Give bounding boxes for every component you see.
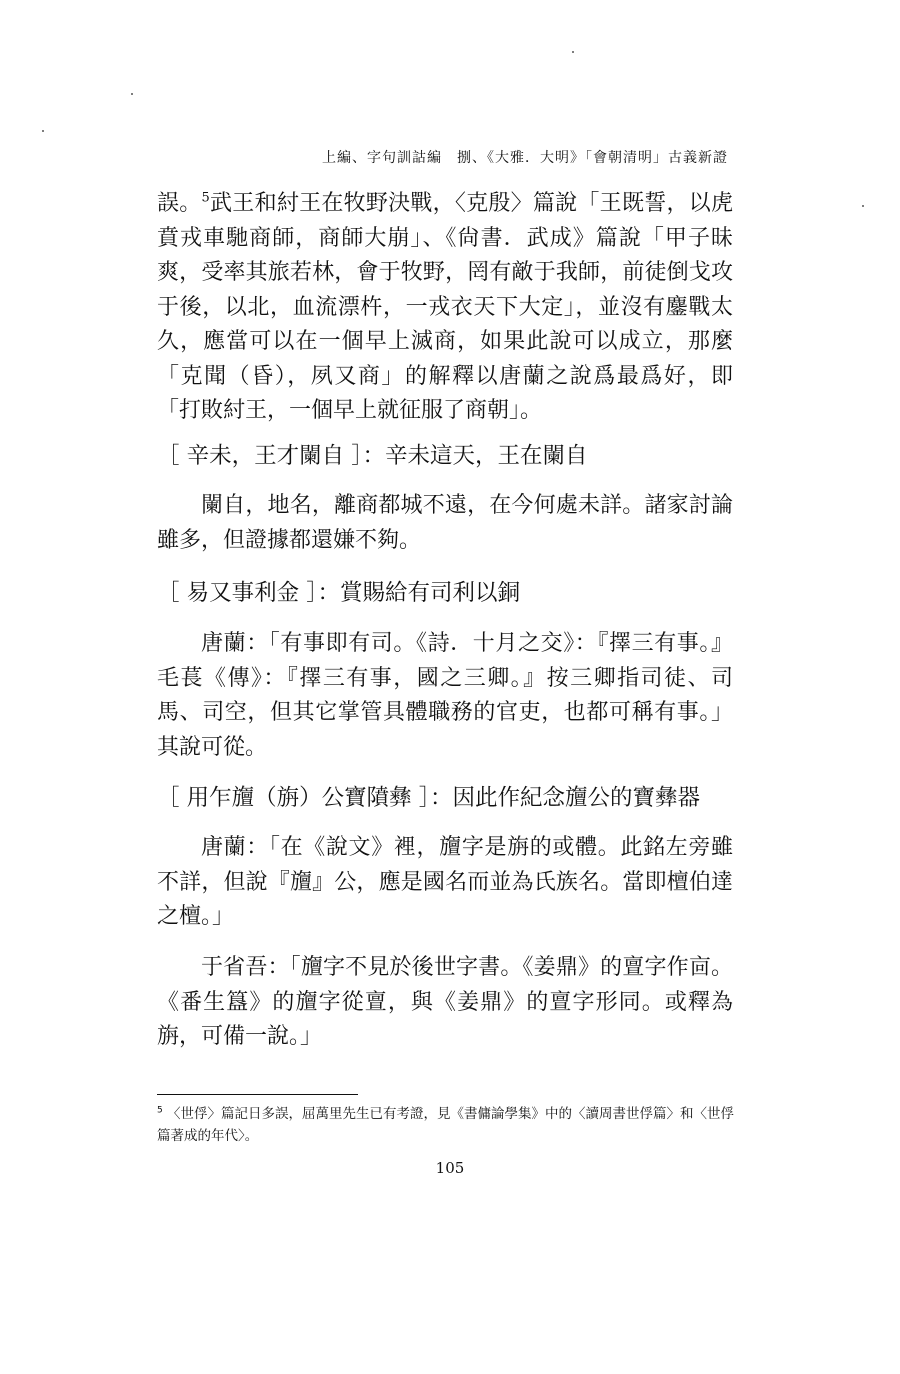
scan-speck bbox=[862, 205, 864, 207]
section-paragraph: 于省吾：「旜字不見於後世字書。《姜鼎》的亶字作㐭。《番生簋》的旜字從亶，與《姜鼎》的亶字形同。或釋為旃，可備一說。」 bbox=[157, 955, 733, 1049]
footnote-divider bbox=[157, 1094, 358, 1095]
footnote-reference[interactable]: 5 bbox=[201, 190, 210, 206]
page-number: 105 bbox=[435, 1159, 465, 1177]
section-heading-youshi: ［ 易又事利金 ］：賞賜給有司利以銅 bbox=[157, 580, 521, 606]
scan-speck bbox=[572, 51, 574, 53]
footnote-text: 〈世俘〉篇記日多誤，屈萬里先生已有考證，見《書傭論學集》中的〈讀周書世俘篇〉和〈世俘篇著成的年代〉。 bbox=[157, 1106, 735, 1144]
running-head: 上編、字句訓詁編 捌、《大雅．大明》「會朝清明」古義新證 bbox=[322, 150, 728, 166]
section-heading-zhangong: ［ 用乍旜（旃）公寶隫彝 ］：因此作紀念旜公的寶彝器 bbox=[157, 785, 701, 811]
opening-paragraph bbox=[157, 187, 733, 429]
scan-speck bbox=[42, 130, 44, 132]
opening-text-before: 誤。 bbox=[157, 191, 202, 216]
section-paragraph: 唐蘭：「在《說文》裡，旜字是旃的或體。此銘左旁雖不詳，但說『旜』公，應是國名而並為氏族名。當即檀伯達之檀。」 bbox=[157, 835, 733, 929]
opening-text-after: 武王和紂王在牧野決戰，〈克殷〉篇說「王既誓，以虎賁戎車馳商師，商師大崩」、《尙書．武成》篇說「甲子昧爽，受率其旅若林，會于牧野，罔有敵于我師，前徒倒戈攻于後，以北，血流漂杵，一戎衣天下大定」，並沒有鏖戰太久，應當可以在一個早上滅商，如果此說可以成立，那麼「克聞（昏），夙又商」的解釋以唐蘭之說爲最爲好，即「打敗紂王，一個早上就征服了商朝」。 bbox=[157, 191, 733, 423]
section-paragraph: 闌自，地名，離商都城不遠，在今何處未詳。諸家討論雖多，但證據都還嫌不夠。 bbox=[157, 493, 733, 553]
footnote bbox=[157, 1103, 737, 1147]
scan-speck bbox=[131, 93, 133, 95]
section-heading-lanzi: ［ 辛未，王才闌自 ］：辛未這天，王在闌自 bbox=[157, 443, 588, 469]
footnote-marker: 5 bbox=[157, 1105, 163, 1116]
section-paragraph: 唐蘭：「有事即有司。《詩．十月之交》：『擇三有事。』毛萇《傳》：『擇三有事，國之三卿。』按三卿指司徒、司馬、司空，但其它掌管具體職務的官吏，也都可稱有事。」其說可從。 bbox=[157, 631, 733, 760]
